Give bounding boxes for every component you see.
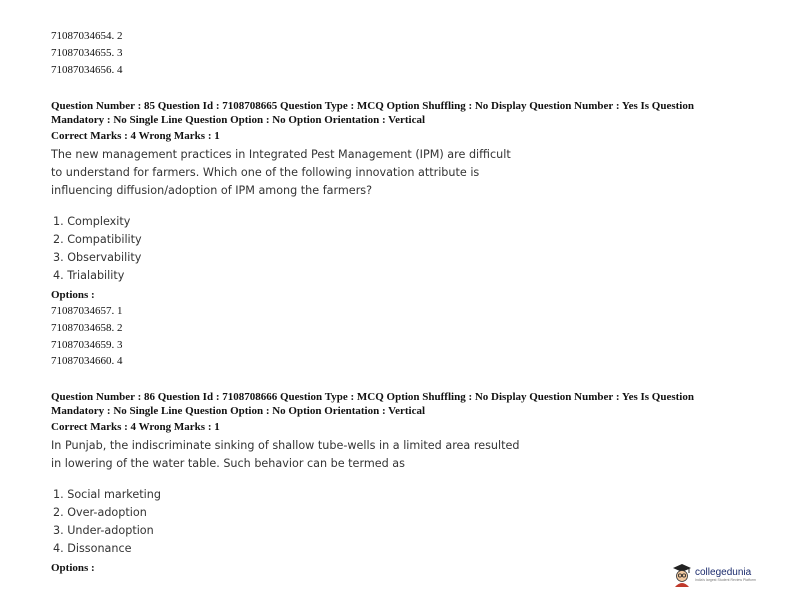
question-text: In Punjab, the indiscriminate sinking of shallow tube-wells in a limited area resulted in lowering of the water table. Such behavior can be termed as (51, 439, 520, 470)
mascot-icon (672, 563, 692, 587)
question-header: Question Number : 85 Question Id : 7108708665 Question Type : MCQ Option Shuffling : No Display Question Number : Yes Is Question Mandatory : No Single Line Question Option : No Option Orientation : Vertical (51, 100, 694, 126)
option-id: 71087034656. 4 (51, 64, 123, 76)
option-id: 71087034658. 2 (51, 322, 123, 334)
collegedunia-logo[interactable] (672, 560, 762, 590)
choice-item: 4. Trialability (53, 269, 125, 282)
choice-item: 4. Dissonance (53, 542, 132, 555)
option-id: 71087034657. 1 (51, 305, 123, 317)
option-id: 71087034659. 3 (51, 339, 123, 351)
options-label: Options : (51, 562, 95, 574)
question-text: The new management practices in Integrated Pest Management (IPM) are difficult to understand for farmers. Which one of the following innovation attribute is influencing diffusion/adoption of IPM among the farmers? (51, 148, 511, 197)
logo-tagline: India's largest Student Review Platform (695, 578, 756, 582)
option-id: 71087034660. 4 (51, 355, 123, 367)
question-header: Question Number : 86 Question Id : 7108708666 Question Type : MCQ Option Shuffling : No Display Question Number : Yes Is Question Mandatory : No Single Line Question Option : No Option Orientation : Vertical (51, 391, 694, 417)
choice-item: 1. Complexity (53, 215, 131, 228)
logo-name: collegedunia (695, 567, 752, 578)
choice-item: 2. Compatibility (53, 233, 142, 246)
marks-line: Correct Marks : 4 Wrong Marks : 1 (51, 421, 220, 433)
choice-item: 3. Under-adoption (53, 524, 154, 537)
marks-line: Correct Marks : 4 Wrong Marks : 1 (51, 130, 220, 142)
options-label: Options : (51, 289, 95, 301)
option-id: 71087034655. 3 (51, 47, 123, 59)
choice-item: 1. Social marketing (53, 488, 161, 501)
choice-item: 3. Observability (53, 251, 142, 264)
option-id: 71087034654. 2 (51, 30, 123, 42)
choice-item: 2. Over-adoption (53, 506, 147, 519)
